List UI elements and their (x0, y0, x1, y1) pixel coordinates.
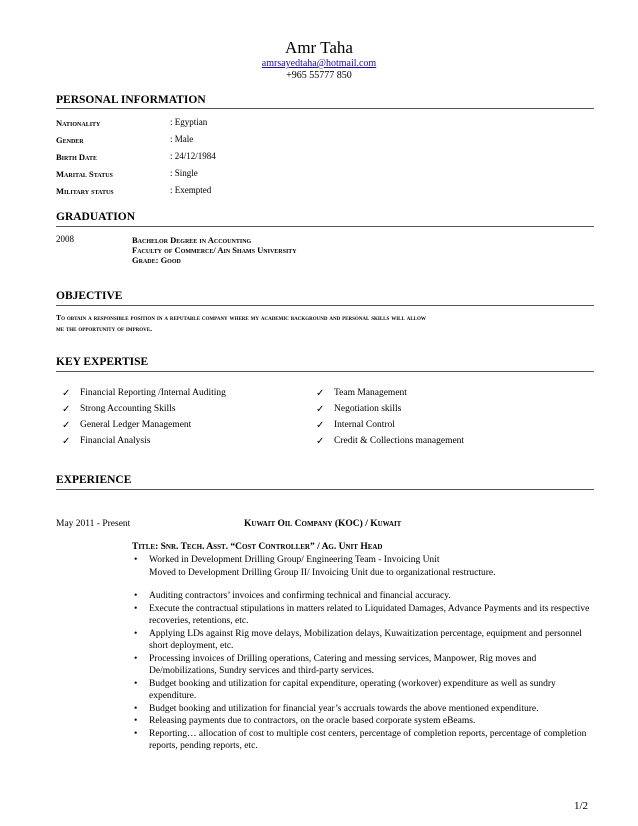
objective-heading: OBJECTIVE (56, 290, 123, 302)
expertise-right-item: Credit & Collections management (334, 436, 465, 446)
page-number: 1/2 (574, 800, 589, 812)
graduation-heading: GRADUATION (56, 211, 136, 223)
check-icon: ✓ (316, 404, 325, 415)
company-name: Kuwait Oil Company (KOC) / Kuwait (244, 519, 402, 529)
birth-date-label: Birth Date (56, 152, 97, 162)
faculty-line: Faculty of Commerce/ Ain Shams University (132, 245, 297, 255)
section-divider (56, 226, 594, 227)
duty-item: • Execute the contractual stipulations in matters related to Liquidated Damages, Advance Payments and its respective recoveries, retentions, etc. (132, 603, 592, 628)
duty-item (132, 554, 592, 579)
expertise-right-item: Team Management (334, 388, 407, 398)
section-divider (56, 305, 594, 306)
nationality-label: Nationality (56, 118, 101, 128)
expertise-left-item: Financial Reporting /Internal Auditing (80, 388, 226, 398)
graduation-year: 2008 (56, 234, 74, 244)
expertise-left-item: General Ledger Management (80, 420, 192, 430)
grade-line: Grade: Good (132, 255, 181, 265)
duty-item: • Processing invoices of Drilling operations, Catering and messing services, Manpower, Rig moves and De/mobilizations, Sundry services and third-party services. (132, 653, 592, 678)
check-icon: ✓ (62, 404, 71, 415)
check-icon: ✓ (316, 388, 325, 399)
employment-period: May 2011 - Present (56, 519, 131, 529)
duty-item: • Auditing contractors’ invoices and confirming technical and financial accuracy. (132, 590, 592, 603)
check-icon: ✓ (62, 388, 71, 399)
duty-text: Worked in Development Drilling Group/ Engineering Team - Invoicing Unit (149, 555, 440, 565)
candidate-name: Amr Taha (285, 38, 353, 57)
duty-item: • Budget booking and utilization for capital expenditure, operating (workover) expenditure as well as sundry expenditure. (132, 678, 592, 703)
check-icon: ✓ (316, 436, 325, 447)
objective-line-1: To obtain a responsible position in a reputable company where my academic background and personal skills will allow (56, 313, 426, 322)
objective-line-2: me the opportunity of improve. (56, 324, 152, 333)
section-divider (56, 489, 594, 490)
experience-heading: EXPERIENCE (56, 474, 132, 486)
birth-date-value: : 24/12/1984 (170, 151, 216, 161)
gender-label: Gender (56, 135, 84, 145)
check-icon: ✓ (316, 420, 325, 431)
key-expertise-heading: KEY EXPERTISE (56, 356, 149, 368)
expertise-left-item: Financial Analysis (80, 436, 151, 446)
marital-status-label: Marital Status (56, 169, 113, 179)
check-icon: ✓ (62, 436, 71, 447)
phone-number: +965 55777 850 (286, 70, 352, 81)
section-divider (56, 108, 594, 109)
duty-item: • Reporting… allocation of cost to multiple cost centers, percentage of completion reports, percentage of completion reports, pending reports, etc. (132, 728, 592, 753)
duty-item: • Releasing payments due to contractors, on the oracle based corporate system eBeams. (132, 715, 592, 728)
first-duty-list (132, 554, 592, 579)
duties-list (132, 590, 592, 753)
section-divider (56, 371, 594, 372)
duty-text: Moved to Development Drilling Group II/ Invoicing Unit due to organizational restructure. (149, 567, 496, 578)
duty-item: • Applying LDs against Rig move delays, Mobilization delays, Kuwaitization percentage, equipment and personnel short deployment, etc. (132, 628, 592, 653)
marital-status-value: : Single (170, 168, 198, 178)
military-status-value: : Exempted (170, 185, 212, 195)
expertise-right-item: Internal Control (334, 420, 395, 430)
job-title: Title: Snr. Tech. Asst. “Cost Controller” / Ag. Unit Head (132, 542, 383, 552)
degree-line: Bachelor Degree in Accounting (132, 235, 252, 245)
expertise-left-item: Strong Accounting Skills (80, 404, 176, 414)
personal-info-heading: PERSONAL INFORMATION (56, 94, 206, 106)
duty-item: • Budget booking and utilization for financial year’s accruals towards the above mentioned expenditure. (132, 703, 592, 716)
check-icon: ✓ (62, 420, 71, 431)
email-link[interactable]: amrsayedtaha@hotmail.com (261, 58, 377, 69)
expertise-right-item: Negotiation skills (334, 404, 402, 414)
duties-block (132, 554, 592, 753)
nationality-value: : Egyptian (170, 117, 208, 127)
military-status-label: Military status (56, 186, 114, 196)
gender-value: : Male (170, 134, 194, 144)
